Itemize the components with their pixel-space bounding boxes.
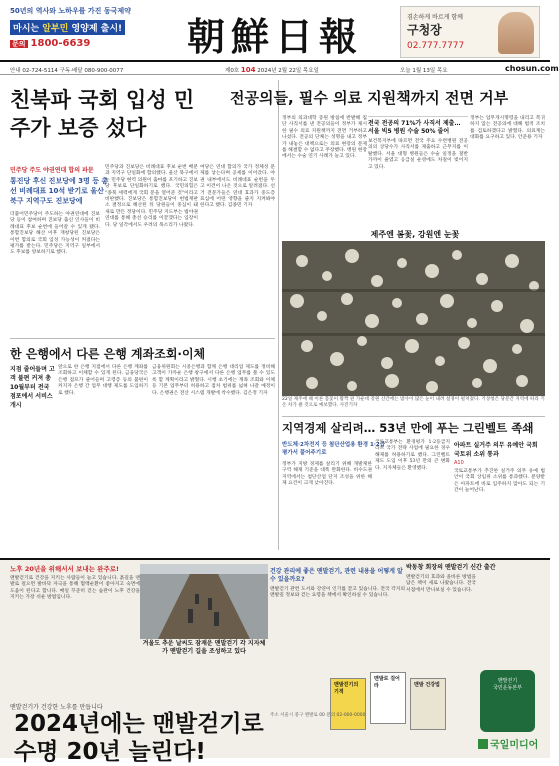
lead-body-col3: 여당은 연대 합의가 국가 정체성 문제를 낳는다며 공세를 이어갔다. 야권 내부에서도 비례대표 순번을 두고 이견이 나온 것으로 알려졌다. 선거 전문가들은 연대 효과가 중도층 표심에 어떤 영향을 줄지 지켜봐야 한다고 했다. 김종민 기자	[200, 165, 275, 209]
ad-left-column	[10, 564, 140, 704]
contact-info: 안내 02-724-5114 구독·배달 080-900-0077	[10, 68, 124, 74]
second-subbody: 보건복지부에 따르면 전국 주요 수련병원 전공의의 상당수가 사직서를 제출하고 근무지를 이탈했다. 서울 대형 병원들은 수술 일정을 절반 가까이 줄였고 응급실 운영에도 차질이 빚어지고 있다.	[368, 139, 468, 170]
book-cover[interactable]: 맨발로 걸어라	[370, 672, 406, 724]
greenbelt-body-col1: 정부가 지방 경제를 살리기 위해 개발제한구역 해제 기준을 대폭 완화한다. 비수도권 지역에서는 첨단산업 단지 조성을 위한 해제 요건이 크게 낮아진다.	[282, 462, 372, 487]
bank-headline[interactable]: 한 은행에서 다른 은행 계좌조회·이체	[10, 347, 206, 361]
site-link[interactable]: chosun.com	[505, 64, 559, 73]
book-cover[interactable]: 맨발 건강법	[410, 678, 446, 730]
issue-date: 제0호 104 2024년 2월 22일 목요일	[225, 66, 319, 74]
greenbelt-headline[interactable]: 지역경제 살리려… 53년 만에 푸는 그린벨트 족쇄	[282, 421, 534, 435]
ad-left-body: 맨발걷기로 건강을 지키는 사람들이 늘고 있습니다. 흙길을 맨발로 걸으면 발바닥 자극을 통해 혈액순환이 좋아지고 숙면에 도움이 된다고 합니다. 매일 꾸준히 걷는 습관이 노후 건강을 지키는 가장 쉬운 방법입니다.	[10, 576, 140, 601]
lead-body-col2: 민주당과 진보당은 비례대표 후보 순번 배분과 지역구 단일화에 합의했다. 울산 북구에서는 민주당 현역 의원이 출마를 포기하고 진보당 후보로 단일화하기로 했다. 국민의힘은 "종북 세력에게 국회 문을 열어준 것"이라고 비판했다. 진보당은 통합진보당이 헌법재판소 결정으로 해산된 뒤 당원들이 중심이 돼 새로 만든 정당이다. 민주당 지도부는 범야권 연대를 통해 총선 승리를 이끌겠다는 입장이다. 당 일각에서도 우려의 목소리가 나왔다.	[105, 165, 198, 228]
side-news-box[interactable]	[454, 440, 545, 530]
lead-headline[interactable]: 친북파 국회 입성 민주가 보증 섰다	[10, 88, 195, 140]
ad-middle-body: 맨발걷기 관련 도서와 강연이 인기를 끌고 있습니다. 전국 각지의 맨발길 정보와 걷는 요령을 책에서 확인하실 수 있습니다.	[270, 587, 405, 599]
section-divider	[10, 338, 275, 339]
photo-title: 제주엔 봄꽃, 강원엔 눈꽃	[370, 230, 460, 239]
ad-photo-caption: 겨울도 추운 날씨도 잠재운 맨발걷기 각 지자체가 맨발걷기 길을 조성하고 있다	[142, 640, 266, 655]
publisher-logo[interactable]: 국일미디어	[478, 736, 543, 752]
ad-phone: 02.777.7777	[407, 41, 465, 51]
greenbelt-subheadline: 반도체·2차전지 등 첨단산업용 환경 1·2급 평가서 풀어주기로	[282, 442, 386, 456]
photo-caption: 22일 제주에 때 이른 봄꽃이 활짝 핀 가운데 강원 산간에는 밤사이 많은 눈이 내려 설경이 펼쳐졌다. 기상청은 당분간 지역에 따라 기온 차가 클 것으로 예보했다. 사진기자	[282, 397, 545, 408]
bank-kicker-box	[10, 365, 55, 520]
second-subbox	[368, 116, 468, 230]
lead-kicker: 민주당 주도 야권연대 합의 파문	[10, 167, 94, 174]
ad-name: 구청장	[407, 23, 442, 37]
walking-path-image	[140, 564, 268, 639]
book-covers[interactable]	[330, 668, 460, 748]
bank-body-col1: 앞으로 한 은행 지점에서 다른 은행 계좌를 조회하고 이체할 수 있게 된다. 금융당국은 은행 점포가 줄어들며 고령층 등의 불편이 커지자 은행 간 업무 대행 제도를 도입하기로 했다.	[58, 365, 148, 396]
ad-phone: 문의 1800-6639	[12, 38, 91, 49]
second-subhead: 전국 전공의 71%가 사직서 제출… 서울 빅5 병원 수술 50% 줄어	[368, 120, 461, 135]
news-photo[interactable]	[282, 241, 545, 396]
ad-slogan: 2024년에는 맨발걷기로 수명 20년 늘린다!	[14, 711, 264, 765]
ad-right-title: 박동창 회장의 맨발걷기 신간 출간	[406, 564, 496, 571]
flower-photo-image	[282, 241, 545, 396]
side-news-body: 국토교통부가 추진한 실거주 의무 유예 법안이 국회 상임위 소위를 통과했다. 분양받은 아파트에 바로 입주하지 않아도 되는 기간이 늘어난다.	[454, 469, 545, 494]
greenbelt-body-col2: 국토교통부는 환경평가 1·2등급지라도 국가 전략 사업에 필요한 경우 해제를 허용하기로 했다. 그린벨트 제도 도입 이후 53년 만의 큰 변화다. 지자체들은 환영했다.	[375, 440, 450, 471]
bottom-advertisement[interactable]	[0, 558, 550, 765]
info-bar	[0, 63, 559, 75]
ad-tagline: 50년의 역사와 노하우를 가진 동국제약	[10, 7, 131, 15]
side-news-tag: A10	[454, 460, 464, 466]
book-cover[interactable]: 맨발걷기의 기적	[330, 678, 366, 730]
ad-slogan: 겸손하게 바르게 함께	[407, 14, 463, 21]
second-headline[interactable]: 전공의들, 필수 의료 지원책까지 전면 거부	[230, 89, 509, 107]
portrait-image	[498, 12, 534, 54]
second-body-col1: 정부의 의과대학 증원 방침에 반발해 집단 사직서를 낸 전공의들이 정부가 제시한 필수 의료 지원책까지 전면 거부하고 나섰다. 전공의 단체는 성명을 내고 정부가 내놓은 대책으로는 의료 현장의 문제를 해결할 수 없다고 주장했다. 병원 현장에서는 수술 연기 사례가 늘고 있다.	[282, 116, 367, 160]
lead-subheadline: 통진당 후신 진보당에 3명 등 총선 비례대표 10석 받기로 울산 북구 지역구도 진보당에	[10, 177, 109, 205]
bank-body-col2: 금융위원회는 시중은행과 함께 은행 대리업 제도를 정비해 고객이 가까운 은행 창구에서 다른 은행 업무를 볼 수 있도록 할 계획이라고 밝혔다. 시행 초기에는 계좌 조회와 이체 등 기본 업무부터 허용하고 점차 범위를 넓혀 나갈 예정이다. 은행권은 전산 시스템 개발에 착수했다. 김은정 기자	[152, 365, 275, 396]
top-right-ad[interactable]	[400, 6, 540, 58]
lead-body-col1: 더불어민주당이 주도하는 야권연대에 진보당 등이 참여하며 진보당 출신 인사들이 비례대표 후보 순번에 들어갈 수 있게 됐다. 통합진보당 해산 이후 재창당된 진보당은 이번 합의로 국회 입성 가능성이 커졌다는 평가를 받는다. 민주당은 지역구 일부에서도 후보를 양보하기로 했다.	[10, 212, 100, 256]
campaign-badge: 맨발걷기 국민운동본부	[480, 670, 535, 732]
bank-kicker: 지점 줄어들며 고객 불편 커져 총 10월부터 전국 점포에서 서비스 개시	[10, 366, 55, 409]
newspaper-logo[interactable]: 朝鮮日報	[186, 14, 363, 59]
ad-right-body: 맨발걷기의 효과와 올바른 방법을 담은 책이 새로 나왔습니다. 전국 서점에서 만나보실 수 있습니다.	[406, 575, 476, 593]
side-news-headline: 아파트 실거주 의무 유예안 국회 국토위 소위 통과	[454, 442, 538, 458]
ad-photo	[140, 564, 268, 639]
top-left-ad[interactable]	[10, 6, 160, 58]
slogan-subtitle: 맨발걷기가 건강한 노후를 만듭니다	[10, 704, 103, 711]
weather-info: 오늘 1월 13일 목요	[400, 68, 448, 74]
masthead	[0, 0, 550, 62]
ad-left-title: 노후 20년을 위해서서 보내는 완주로!	[10, 565, 119, 573]
section-divider	[282, 416, 545, 417]
ad-question: 건강 관리에 좋은 맨발걷기, 관련 내용을 어떻게 알 수 있을까요?	[270, 568, 403, 583]
second-body-col3: 정부는 업무개시명령을 내리고 복귀하지 않는 전공의에 대해 법적 조치를 검토하겠다고 밝혔다. 의료계는 대화를 요구하고 있다. 안준용 기자	[470, 116, 545, 141]
column-divider	[278, 80, 279, 550]
publisher-logo-icon	[478, 739, 488, 749]
ad-footer: 주소 서울시 중구 맨발로 00 문의 02-000-0000	[270, 713, 366, 718]
ad-headline: 마시는 알부민 영양제 출시!	[10, 20, 125, 35]
